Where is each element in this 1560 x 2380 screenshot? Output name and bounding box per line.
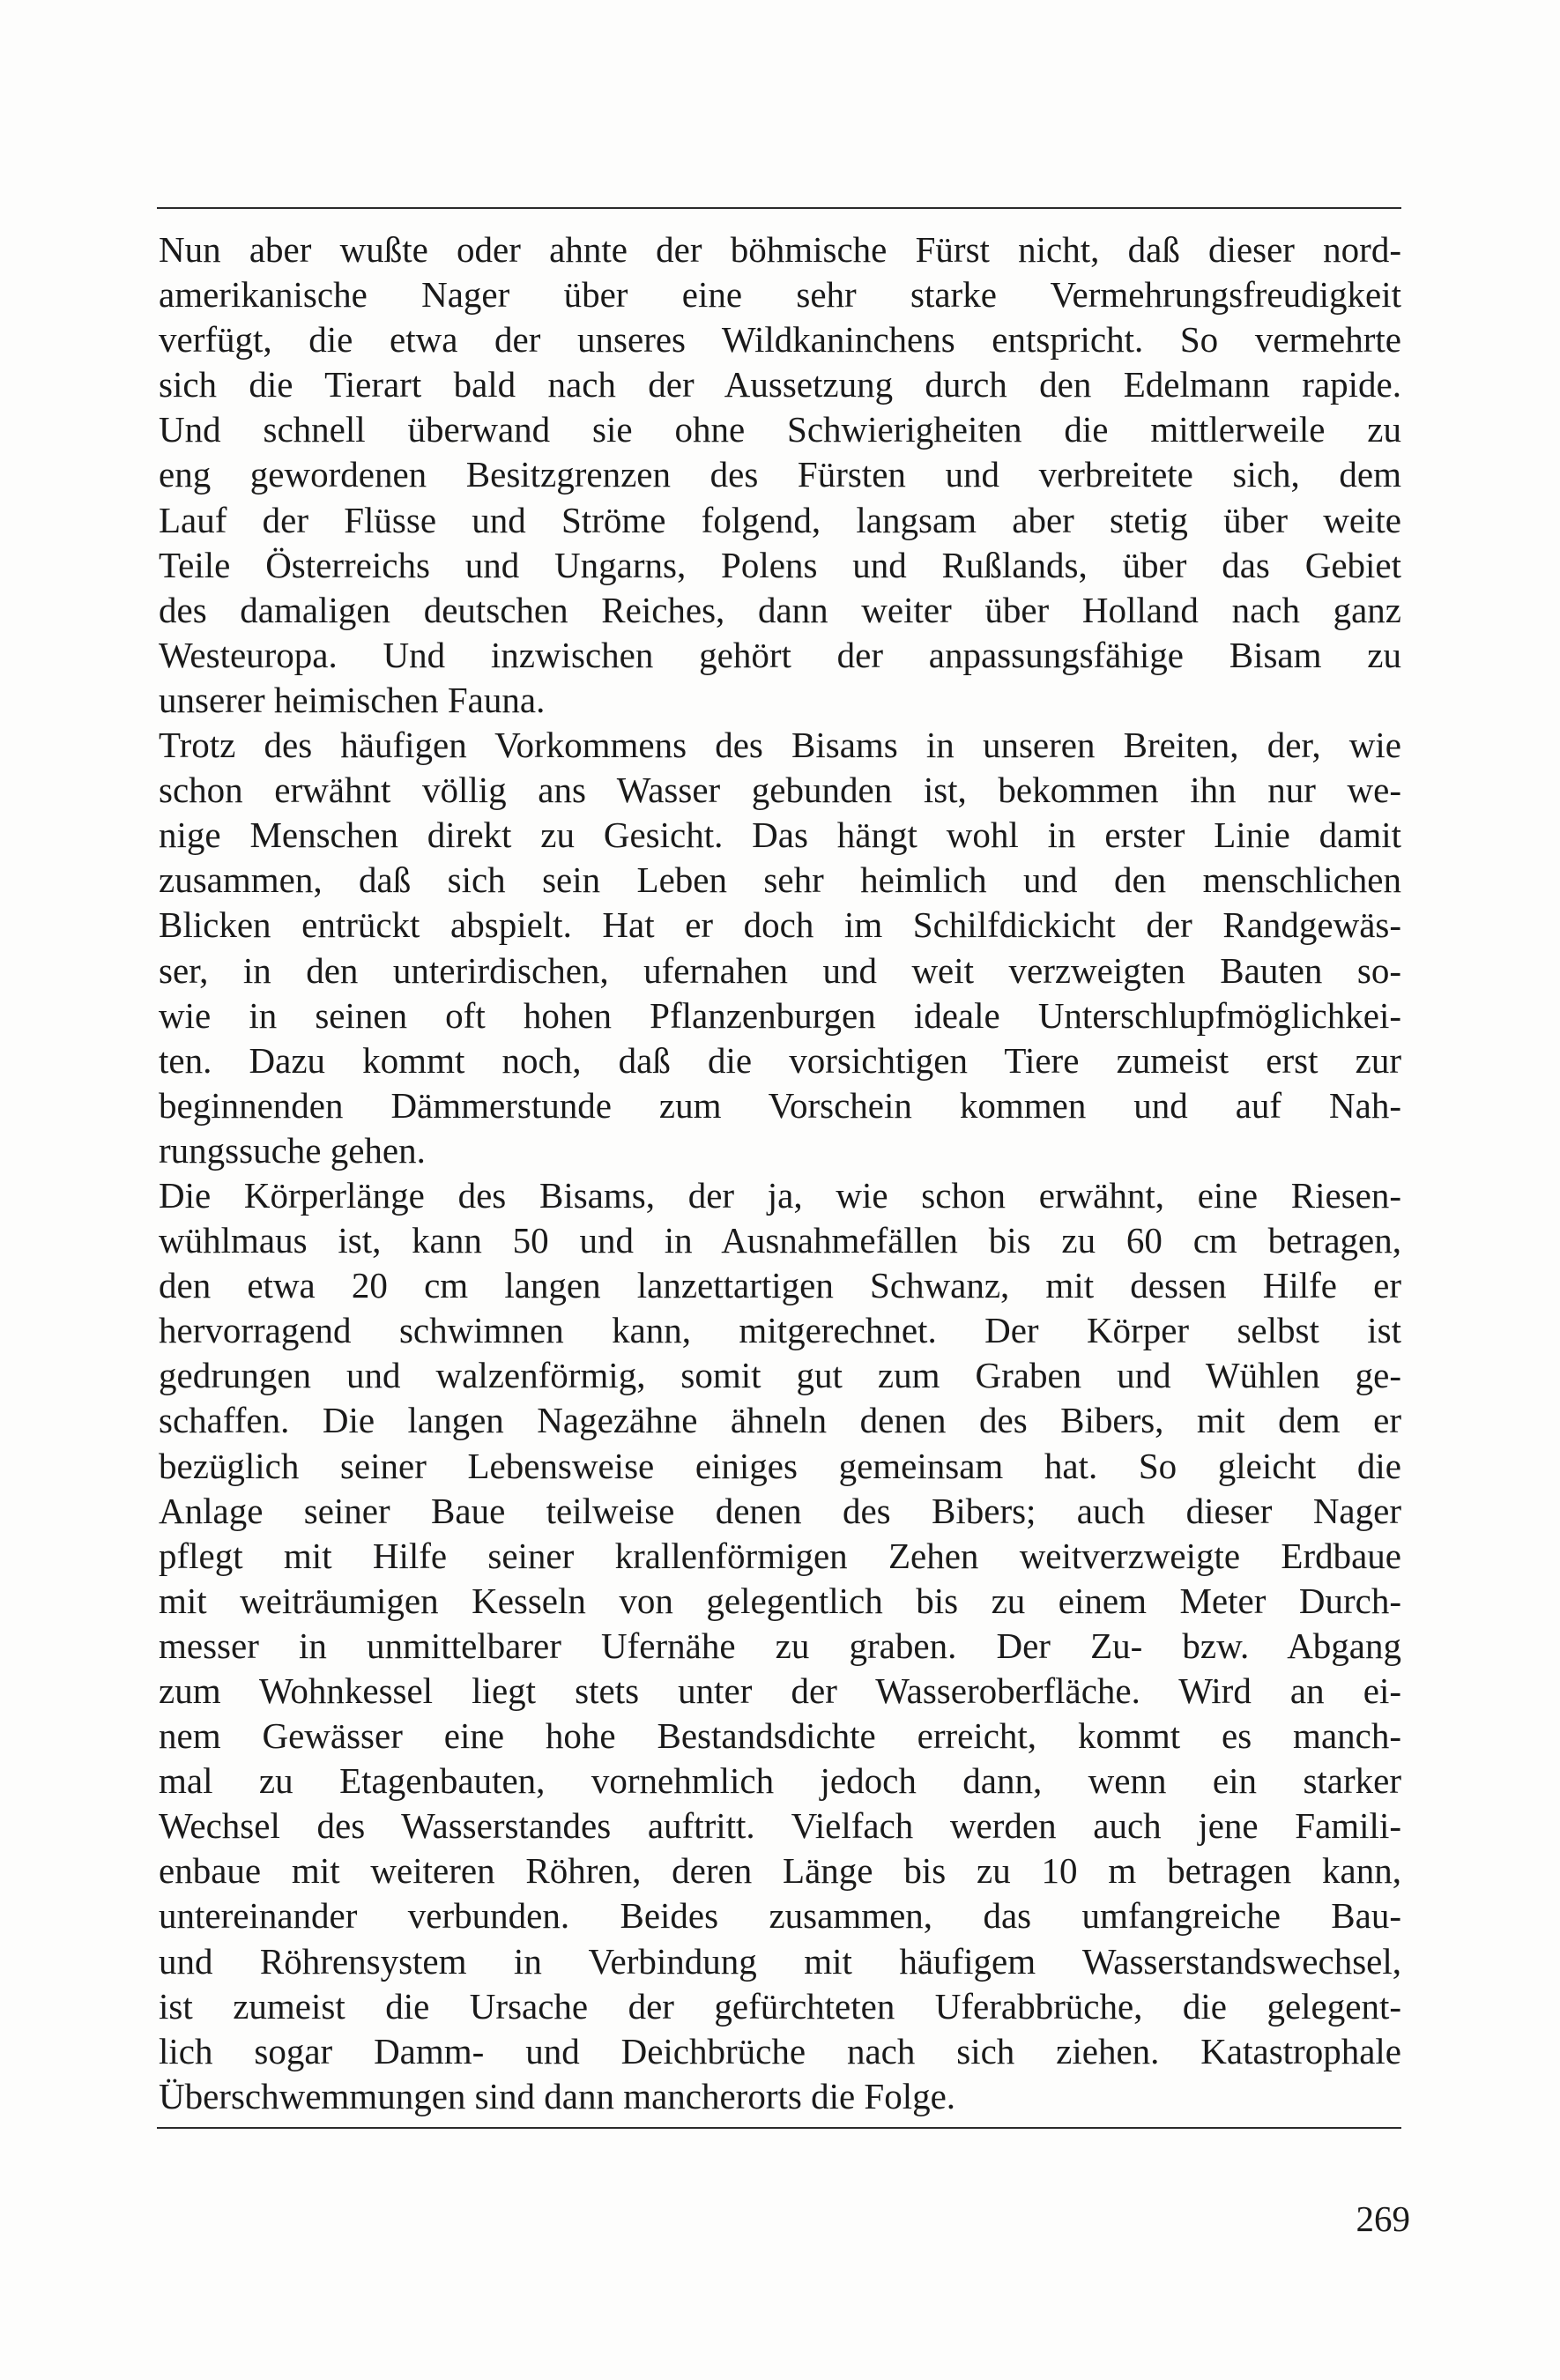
page-number: 269 xyxy=(1356,2198,1410,2239)
bottom-rule xyxy=(157,2127,1401,2129)
text-line: wühlmaus ist, kann 50 und in Ausnahmefällen bis zu 60 cm betragen, xyxy=(159,1220,1401,1261)
text-line: ten. Dazu kommt noch, daß die vorsichtigen Tiere zumeist erst zur xyxy=(159,1039,1401,1081)
text-line: unserer heimischen Fauna. xyxy=(159,679,546,720)
text-line: den etwa 20 cm langen lanzettartigen Schwanz, mit dessen Hilfe er xyxy=(159,1265,1401,1306)
text-line: schon erwähnt völlig ans Wasser gebunden ist, bekommen ihn nur we- xyxy=(159,770,1401,811)
text-line: nem Gewässer eine hohe Bestandsdichte erreicht, kommt es manch- xyxy=(159,1715,1401,1757)
text-line: bezüglich seiner Lebensweise einiges gemeinsam hat. So gleicht die xyxy=(159,1445,1401,1486)
text-line: zum Wohnkessel liegt stets unter der Wasseroberfläche. Wird an ei- xyxy=(159,1670,1401,1711)
paragraph xyxy=(159,1173,1401,2119)
text-line: nige Menschen direkt zu Gesicht. Das hängt wohl in erster Linie damit xyxy=(159,814,1401,856)
text-line: mit weiträumigen Kesseln von gelegentlich bis zu einem Meter Durch- xyxy=(159,1580,1401,1621)
text-line: und Röhrensystem in Verbindung mit häufigem Wasserstandswechsel, xyxy=(159,1940,1401,1982)
text-line: Teile Österreichs und Ungarns, Polens und Rußlands, über das Gebiet xyxy=(159,544,1401,585)
text-line: gedrungen und walzenförmig, somit gut zum Graben und Wühlen ge- xyxy=(159,1355,1401,1396)
text-line: wie in seinen oft hohen Pflanzenburgen ideale Unterschlupfmöglichkei- xyxy=(159,994,1401,1036)
paragraph xyxy=(159,227,1401,723)
text-line: messer in unmittelbarer Ufernähe zu graben. Der Zu- bzw. Abgang xyxy=(159,1625,1401,1666)
top-rule xyxy=(157,207,1401,209)
text-line: Die Körperlänge des Bisams, der ja, wie schon erwähnt, eine Riesen- xyxy=(159,1174,1401,1216)
text-line: mal zu Etagenbauten, vornehmlich jedoch dann, wenn ein starker xyxy=(159,1760,1401,1802)
text-line: Anlage seiner Baue teilweise denen des Bibers; auch dieser Nager xyxy=(159,1490,1401,1531)
paragraph xyxy=(159,723,1401,1173)
text-line: lich sogar Damm- und Deichbrüche nach sich ziehen. Katastrophale xyxy=(159,2030,1401,2071)
text-line: rungssuche gehen. xyxy=(159,1129,426,1171)
text-line: verfügt, die etwa der unseres Wildkaninchens entspricht. So vermehrte xyxy=(159,319,1401,361)
text-line: ser, in den unterirdischen, ufernahen und weit verzweigten Bauten so- xyxy=(159,949,1401,991)
text-line: untereinander verbunden. Beides zusammen, das umfangreiche Bau- xyxy=(159,1895,1401,1937)
text-line: des damaligen deutschen Reiches, dann weiter über Holland nach ganz xyxy=(159,589,1401,630)
text-line: Nun aber wußte oder ahnte der böhmische Fürst nicht, daß dieser nord- xyxy=(159,229,1401,270)
text-line: Blicken entrückt abspielt. Hat er doch im Schilfdickicht der Randgewäs- xyxy=(159,904,1401,946)
text-line: eng gewordenen Besitzgrenzen des Fürsten und verbreitete sich, dem xyxy=(159,454,1401,495)
text-line: pflegt mit Hilfe seiner krallenförmigen Zehen weitverzweigte Erdbaue xyxy=(159,1535,1401,1576)
text-line: schaffen. Die langen Nagezähne ähneln denen des Bibers, mit dem er xyxy=(159,1400,1401,1441)
text-line: Und schnell überwand sie ohne Schwierigheiten die mittlerweile zu xyxy=(159,409,1401,450)
text-line: amerikanische Nager über eine sehr starke Vermehrungsfreudigkeit xyxy=(159,274,1401,316)
text-line: Überschwemmungen sind dann mancherorts die Folge. xyxy=(159,2075,956,2116)
text-line: Wechsel des Wasserstandes auftritt. Vielfach werden auch jene Famili- xyxy=(159,1805,1401,1847)
text-line: zusammen, daß sich sein Leben sehr heimlich und den menschlichen xyxy=(159,859,1401,901)
text-line: hervorragend schwimnen kann, mitgerechnet. Der Körper selbst ist xyxy=(159,1310,1401,1351)
body-text xyxy=(159,227,1401,2119)
text-line: beginnenden Dämmerstunde zum Vorschein kommen und auf Nah- xyxy=(159,1084,1401,1126)
text-line: Westeuropa. Und inzwischen gehört der anpassungsfähige Bisam zu xyxy=(159,634,1401,675)
text-line: Lauf der Flüsse und Ströme folgend, langsam aber stetig über weite xyxy=(159,499,1401,540)
text-line: sich die Tierart bald nach der Aussetzung durch den Edelmann rapide. xyxy=(159,364,1401,405)
text-line: ist zumeist die Ursache der gefürchteten Uferabbrüche, die gelegent- xyxy=(159,1985,1401,2027)
text-line: Trotz des häufigen Vorkommens des Bisams in unseren Breiten, der, wie xyxy=(159,725,1401,766)
text-line: enbaue mit weiteren Röhren, deren Länge bis zu 10 m betragen kann, xyxy=(159,1850,1401,1892)
